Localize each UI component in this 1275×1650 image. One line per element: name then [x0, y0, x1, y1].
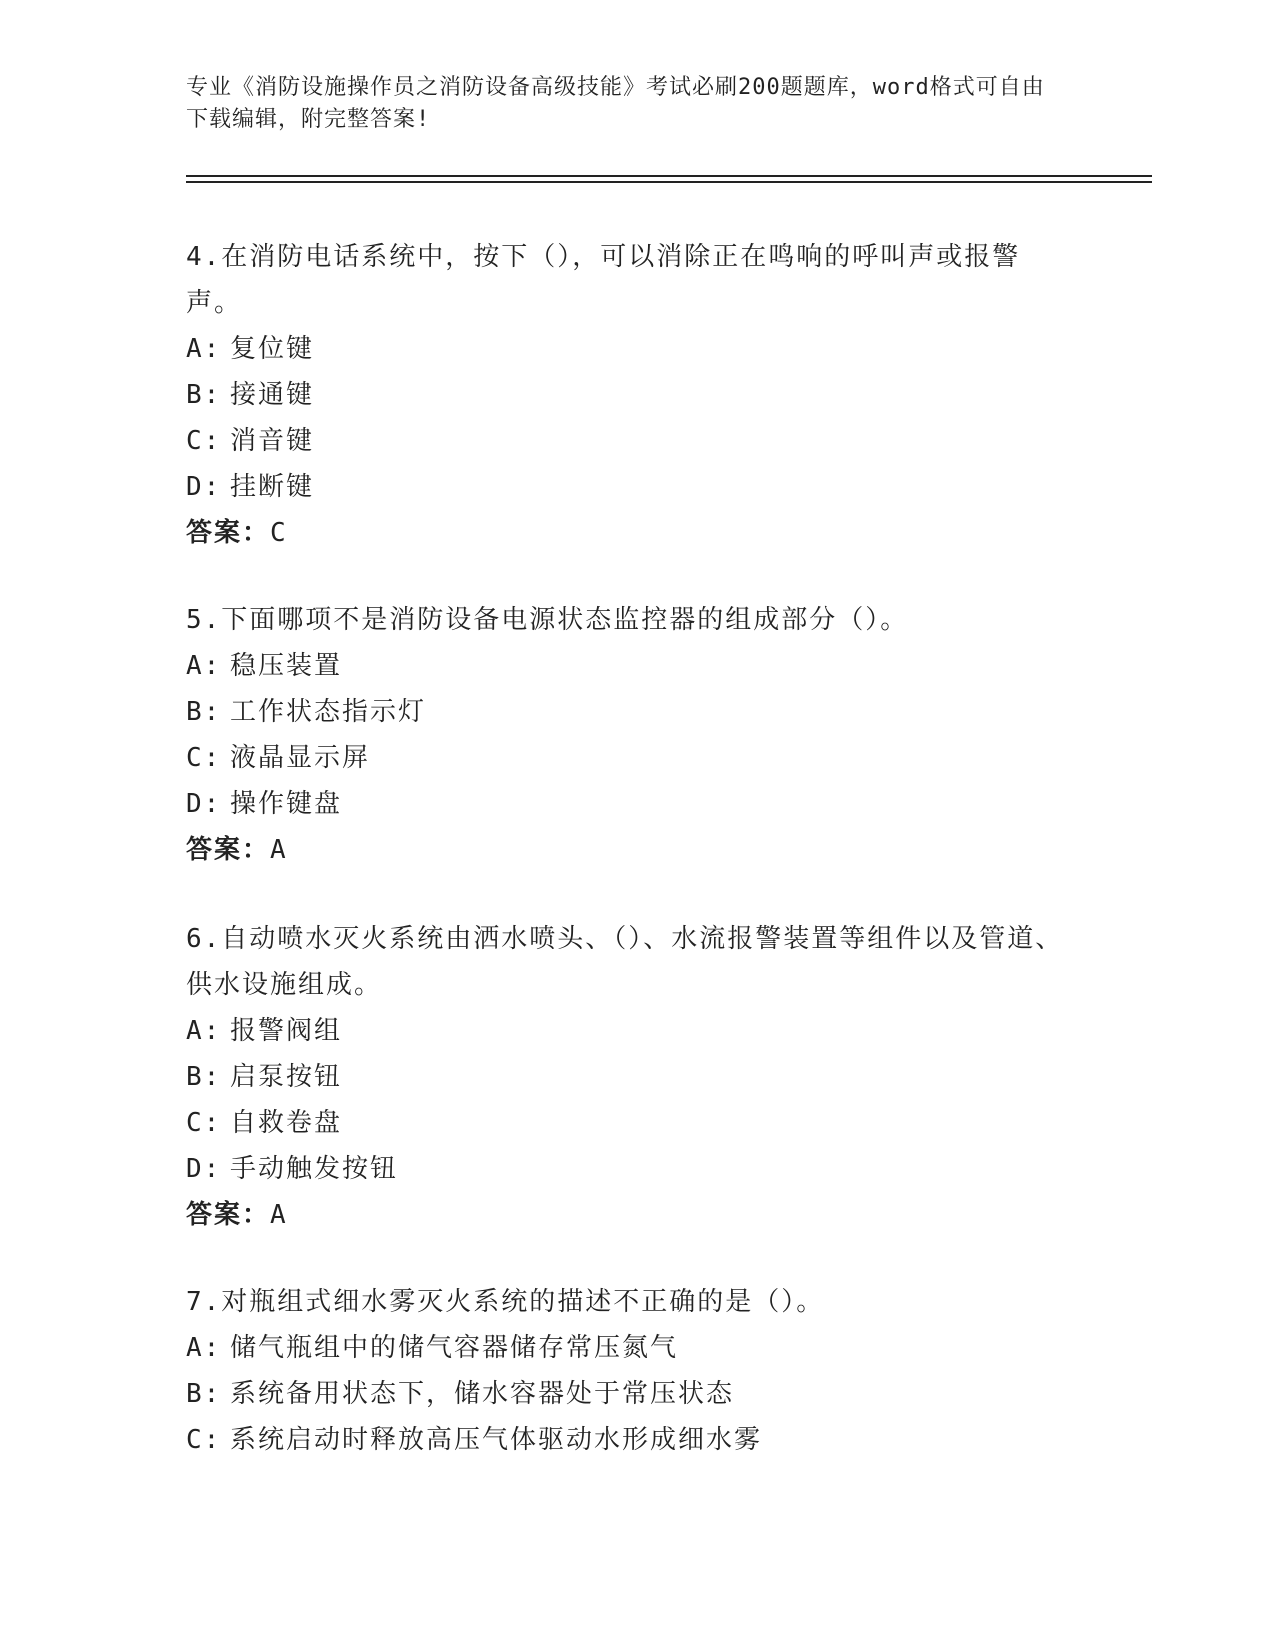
- option-text: 液晶显示屏: [230, 743, 371, 773]
- option-text: 工作状态指示灯: [230, 697, 427, 727]
- option-a: [186, 1008, 1066, 1054]
- option-letter: B:: [186, 1062, 222, 1092]
- option-a: [186, 326, 1066, 372]
- option-letter: A:: [186, 651, 222, 681]
- option-a: [186, 643, 1066, 689]
- document-header: 专业《消防设施操作员之消防设备高级技能》考试必刷200题题库，word格式可自由下载编辑，附完整答案!: [186, 75, 1045, 132]
- option-text: 挂断键: [230, 472, 315, 502]
- option-text: 消音键: [230, 426, 315, 456]
- option-text: 系统备用状态下，储水容器处于常压状态: [230, 1379, 735, 1409]
- header-divider-bottom: [186, 181, 1152, 183]
- option-text: 储气瓶组中的储气容器储存常压氮气: [230, 1333, 679, 1363]
- option-letter: A:: [186, 1333, 222, 1363]
- answer-line: [186, 510, 1066, 556]
- option-c: [186, 735, 1066, 781]
- option-d: [186, 464, 1066, 510]
- option-letter: C:: [186, 1425, 222, 1455]
- question-6: [186, 916, 1066, 1238]
- option-text: 复位键: [230, 334, 315, 364]
- question-stem: 7.对瓶组式细水雾灭火系统的描述不正确的是（）。: [186, 1287, 825, 1317]
- option-a: [186, 1325, 1066, 1371]
- option-text: 自救卷盘: [230, 1108, 343, 1138]
- answer-line: [186, 827, 1066, 873]
- answer-value: C: [270, 518, 288, 548]
- option-letter: D:: [186, 1154, 222, 1184]
- answer-label: 答案：: [186, 518, 271, 548]
- option-d: [186, 781, 1066, 827]
- question-7: [186, 1279, 1066, 1463]
- option-letter: A:: [186, 334, 222, 364]
- option-c: [186, 1100, 1066, 1146]
- answer-line: [186, 1192, 1066, 1238]
- option-letter: C:: [186, 426, 222, 456]
- option-text: 报警阀组: [230, 1016, 343, 1046]
- option-letter: C:: [186, 1108, 222, 1138]
- option-letter: D:: [186, 789, 222, 819]
- answer-label: 答案：: [186, 835, 271, 865]
- header-divider-top: [186, 175, 1152, 177]
- answer-value: A: [270, 835, 288, 865]
- option-b: [186, 372, 1066, 418]
- option-letter: C:: [186, 743, 222, 773]
- question-stem: 6.自动喷水灭火系统由洒水喷头、（）、水流报警装置等组件以及管道、供水设施组成。: [186, 924, 1064, 1000]
- option-letter: A:: [186, 1016, 222, 1046]
- question-stem: 4.在消防电话系统中，按下（），可以消除正在鸣响的呼叫声或报警声。: [186, 242, 1021, 318]
- question-4: [186, 234, 1066, 556]
- option-c: [186, 1417, 1066, 1463]
- option-letter: B:: [186, 1379, 222, 1409]
- answer-label: 答案：: [186, 1200, 271, 1230]
- option-letter: B:: [186, 380, 222, 410]
- option-letter: D:: [186, 472, 222, 502]
- question-5: [186, 597, 1066, 873]
- option-text: 手动触发按钮: [230, 1154, 399, 1184]
- question-stem: 5.下面哪项不是消防设备电源状态监控器的组成部分（）。: [186, 605, 909, 635]
- option-b: [186, 1371, 1066, 1417]
- option-d: [186, 1146, 1066, 1192]
- option-text: 稳压装置: [230, 651, 343, 681]
- option-text: 接通键: [230, 380, 315, 410]
- option-text: 操作键盘: [230, 789, 343, 819]
- option-b: [186, 689, 1066, 735]
- answer-value: A: [270, 1200, 288, 1230]
- option-letter: B:: [186, 697, 222, 727]
- option-text: 启泵按钮: [230, 1062, 343, 1092]
- option-text: 系统启动时释放高压气体驱动水形成细水雾: [230, 1425, 763, 1455]
- option-b: [186, 1054, 1066, 1100]
- option-c: [186, 418, 1066, 464]
